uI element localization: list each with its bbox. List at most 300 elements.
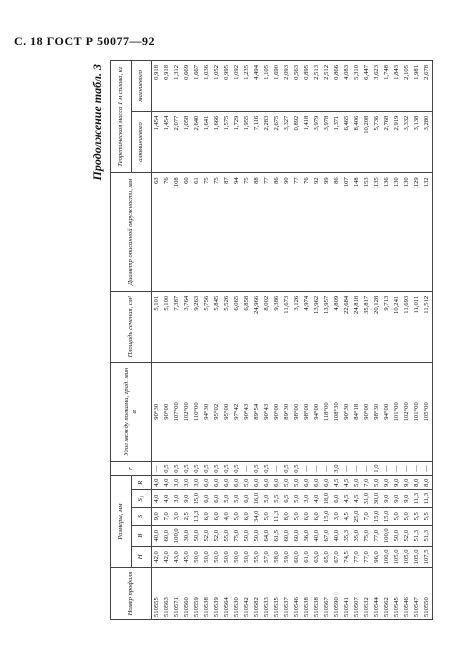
cell-H: 105,0 xyxy=(402,546,412,567)
cell-mass-mg: 6,447 xyxy=(362,61,372,112)
cell-B: 60,0 xyxy=(292,525,302,546)
cell-area: 35,817 xyxy=(362,291,372,362)
cell-profile-no: 510538 xyxy=(302,568,312,620)
cell-S1: 6,5 xyxy=(282,490,292,508)
cell-H: 58,0 xyxy=(272,546,282,567)
cell-r: 3,0 xyxy=(332,462,342,476)
cell-R: 5,0 xyxy=(372,476,382,490)
profiles-table xyxy=(110,60,433,620)
cell-S1: 4,0 xyxy=(312,490,322,508)
cell-r: 0,5 xyxy=(222,462,232,476)
cell-diameter: 130 xyxy=(402,173,412,292)
cell-area: 11,693 xyxy=(402,291,412,362)
table-row xyxy=(272,61,282,620)
cell-H: 42,0 xyxy=(162,546,172,567)
cell-area: 6,858 xyxy=(242,291,252,362)
cell-angle: 94°00 xyxy=(382,362,392,461)
cell-R: 3,0 xyxy=(192,476,202,490)
cell-area: 11,011 xyxy=(412,291,422,362)
cell-mass-al: 2,283 xyxy=(262,111,272,173)
cell-area: 4,809 xyxy=(332,291,342,362)
cell-R: 4,5 xyxy=(342,476,352,490)
continuation-title: Продолжение табл. 3 xyxy=(90,64,104,181)
cell-area: 4,974 xyxy=(302,291,312,362)
cell-mass-al: 1,418 xyxy=(302,111,312,173)
cell-diameter: 75 xyxy=(212,173,222,292)
cell-diameter: 86 xyxy=(272,173,282,292)
cell-r: 0,5 xyxy=(252,462,262,476)
cell-S1: 16,0 xyxy=(252,490,262,508)
cell-S: 5,0 xyxy=(402,507,412,525)
cell-mass-mg: 4,494 xyxy=(252,61,262,112)
cell-S1: 18,0 xyxy=(322,490,332,508)
cell-mass-al: 1,058 xyxy=(182,111,192,173)
cell-profile-no: 510559 xyxy=(192,568,202,620)
cell-angle: 94°00 xyxy=(312,362,322,461)
cell-diameter: 87 xyxy=(222,173,232,292)
cell-diameter: 132 xyxy=(422,173,433,292)
cell-angle: 89°30 xyxy=(282,362,292,461)
header-dimensions: Размеры, мм xyxy=(111,476,132,568)
cell-r: — xyxy=(342,462,352,476)
cell-mass-mg: 1,235 xyxy=(242,61,252,112)
cell-r: 0,5 xyxy=(262,462,272,476)
cell-S: 6,0 xyxy=(242,507,252,525)
table-row xyxy=(262,61,272,620)
cell-R: 3,0 xyxy=(172,476,182,490)
cell-S1: 15,0 xyxy=(192,490,202,508)
cell-R: 7,0 xyxy=(362,476,372,490)
cell-R: 9,0 xyxy=(382,476,392,490)
cell-S: 15,0 xyxy=(322,507,332,525)
cell-H: 50,0 xyxy=(202,546,212,567)
cell-B: 40,0 xyxy=(332,525,342,546)
cell-mass-mg: 5,310 xyxy=(352,61,362,112)
cell-area: 11,673 xyxy=(282,291,292,362)
cell-mass-al: 8,406 xyxy=(352,111,362,173)
cell-profile-no: 510541 xyxy=(342,568,352,620)
cell-mass-al: 3,138 xyxy=(412,111,422,173)
cell-S1: 5,0 xyxy=(222,490,232,508)
cell-mass-al: 2,077 xyxy=(172,111,182,173)
cell-R: 5,0 xyxy=(282,476,292,490)
cell-r: — xyxy=(392,462,402,476)
cell-angle: 94°30 xyxy=(202,362,212,461)
cell-angle: 102°00 xyxy=(182,362,192,461)
cell-diameter: 92 xyxy=(312,173,322,292)
cell-S1: 6,0 xyxy=(202,490,212,508)
cell-B: 36,0 xyxy=(302,525,312,546)
cell-area: 5,101 xyxy=(152,291,163,362)
cell-H: 74,5 xyxy=(342,546,352,567)
cell-S: 5,0 xyxy=(292,507,302,525)
cell-S1: 4,0 xyxy=(162,490,172,508)
header-angle xyxy=(111,362,152,461)
cell-mass-al: 1,955 xyxy=(242,111,252,173)
table-row xyxy=(402,61,412,620)
cell-r: 0,5 xyxy=(182,462,192,476)
cell-angle: 110°00 xyxy=(192,362,202,461)
cell-S1: 9,0 xyxy=(402,490,412,508)
cell-angle: 90°43 xyxy=(262,362,272,461)
cell-H: 57,0 xyxy=(262,546,272,567)
cell-mass-mg: 2,093 xyxy=(282,61,292,112)
cell-mass-mg: 1,052 xyxy=(212,61,222,112)
header-profile-no: Номер профиля xyxy=(111,568,152,620)
cell-angle: 95°00 xyxy=(222,362,232,461)
cell-B: 67,0 xyxy=(322,525,332,546)
cell-B: 50,0 xyxy=(392,525,402,546)
cell-S1: 6,0 xyxy=(242,490,252,508)
cell-angle: 90°00 xyxy=(362,362,372,461)
cell-r: 0,5 xyxy=(292,462,302,476)
cell-S1: 9,0 xyxy=(392,490,402,508)
header-H: H xyxy=(131,546,152,567)
cell-H: 61,0 xyxy=(302,546,312,567)
cell-mass-mg: 0,918 xyxy=(162,61,172,112)
cell-diameter: 75 xyxy=(202,173,212,292)
cell-mass-al: 1,641 xyxy=(202,111,212,173)
cell-area: 7,387 xyxy=(172,291,182,362)
cell-S1: 3,0 xyxy=(172,490,182,508)
cell-S: 6,0 xyxy=(212,507,222,525)
cell-R: 4,0 xyxy=(152,476,163,490)
cell-profile-no: 510539 xyxy=(212,568,222,620)
table-row xyxy=(372,61,382,620)
cell-S: 11,3 xyxy=(272,507,282,525)
cell-angle: 89°54 xyxy=(252,362,262,461)
cell-B: 75,0 xyxy=(362,525,372,546)
table-row xyxy=(312,61,322,620)
cell-angle: 108°30 xyxy=(332,362,342,461)
cell-S: 6,0 xyxy=(202,507,212,525)
cell-B: 40,0 xyxy=(312,525,322,546)
cell-S: 3,0 xyxy=(172,507,182,525)
cell-mass-mg: 0,918 xyxy=(152,61,163,112)
cell-diameter: 99 xyxy=(322,173,332,292)
cell-angle: 102°00 xyxy=(402,362,412,461)
cell-r: 0,5 xyxy=(202,462,212,476)
cell-R: 6,0 xyxy=(252,476,262,490)
header-S: S xyxy=(131,507,152,525)
cell-area: 3,126 xyxy=(292,291,302,362)
table-row xyxy=(382,61,392,620)
cell-R: 6,0 xyxy=(312,476,322,490)
cell-S: 9,0 xyxy=(152,507,163,525)
table-body xyxy=(152,61,433,620)
cell-r: — xyxy=(312,462,322,476)
table-row xyxy=(422,61,433,620)
cell-area: 9,263 xyxy=(192,291,202,362)
cell-mass-al: 6,465 xyxy=(342,111,352,173)
header-angle-symbol: α xyxy=(131,410,138,414)
cell-profile-no: 510546 xyxy=(292,568,302,620)
cell-angle: 90°00 xyxy=(272,362,282,461)
cell-R: 3,0 xyxy=(182,476,192,490)
cell-H: 96,0 xyxy=(372,546,382,567)
cell-angle: 107°00 xyxy=(172,362,182,461)
cell-mass-al: 3,332 xyxy=(402,111,412,173)
header-angle-label: Угол между полками, град. мин xyxy=(123,367,130,456)
cell-r: — xyxy=(152,462,163,476)
cell-profile-no: 510544 xyxy=(372,568,382,620)
cell-angle: 90°43 xyxy=(242,362,252,461)
cell-B: 35,0 xyxy=(352,525,362,546)
cell-profile-no: 510560 xyxy=(182,568,192,620)
cell-r: 1,0 xyxy=(372,462,382,476)
cell-profile-no: 510564 xyxy=(222,568,232,620)
cell-r: — xyxy=(302,462,312,476)
cell-diameter: 136 xyxy=(382,173,392,292)
cell-S: 6,0 xyxy=(312,507,322,525)
cell-profile-no: 510537 xyxy=(282,568,292,620)
table-row xyxy=(352,61,362,620)
cell-S1: 5,0 xyxy=(262,490,272,508)
cell-mass-mg: 0,866 xyxy=(332,61,342,112)
cell-mass-mg: 4,083 xyxy=(342,61,352,112)
cell-mass-al: 3,280 xyxy=(422,111,433,173)
cell-r: — xyxy=(402,462,412,476)
cell-mass-mg: 2,512 xyxy=(322,61,332,112)
cell-mass-al: 1,666 xyxy=(212,111,222,173)
table-row xyxy=(212,61,222,620)
cell-B: 52,0 xyxy=(212,525,222,546)
cell-mass-mg: 0,669 xyxy=(182,61,192,112)
cell-S: 5,0 xyxy=(392,507,402,525)
cell-profile-no: 510582 xyxy=(252,568,262,620)
cell-diameter: 107 xyxy=(342,173,352,292)
cell-r: — xyxy=(352,462,362,476)
cell-B: 30,0 xyxy=(182,525,192,546)
cell-profile-no: 510562 xyxy=(382,568,392,620)
cell-H: 60,0 xyxy=(292,546,302,567)
cell-r: 0,5 xyxy=(172,462,182,476)
cell-H: 105,0 xyxy=(412,546,422,567)
cell-S: 4,0 xyxy=(222,507,232,525)
cell-r: 0,5 xyxy=(162,462,172,476)
cell-mass-mg: 1,748 xyxy=(382,61,392,112)
cell-r: 0,5 xyxy=(212,462,222,476)
cell-profile-no: 510567 xyxy=(322,568,332,620)
cell-mass-mg: 2,513 xyxy=(312,61,322,112)
cell-angle: 98°00 xyxy=(302,362,312,461)
header-S1: S₁ xyxy=(131,490,152,508)
cell-S1: 30,0 xyxy=(372,490,382,508)
cell-B: 61,5 xyxy=(272,525,282,546)
cell-profile-no: 510546 xyxy=(402,568,412,620)
table-row xyxy=(332,61,342,620)
cell-r: — xyxy=(382,462,392,476)
cell-H: 50,0 xyxy=(232,546,242,567)
cell-B: 50,0 xyxy=(192,525,202,546)
cell-H: 65,0 xyxy=(322,546,332,567)
cell-H: 50,0 xyxy=(192,546,202,567)
cell-B: 52,0 xyxy=(202,525,212,546)
cell-angle: 84°18 xyxy=(352,362,362,461)
cell-angle: 98°30 xyxy=(372,362,382,461)
cell-R: 6,0 xyxy=(232,476,242,490)
cell-diameter: 108 xyxy=(172,173,182,292)
cell-diameter: 77 xyxy=(292,173,302,292)
cell-B: 77,0 xyxy=(372,525,382,546)
cell-mass-al: 10,208 xyxy=(362,111,372,173)
cell-mass-al: 1,575 xyxy=(222,111,232,173)
cell-B: 50,0 xyxy=(242,525,252,546)
cell-mass-al: 2,919 xyxy=(392,111,402,173)
cell-mass-al: 0,892 xyxy=(292,111,302,173)
cell-S: 13,3 xyxy=(192,507,202,525)
cell-B: 64,0 xyxy=(262,525,272,546)
cell-mass-al: 1,371 xyxy=(332,111,342,173)
cell-B: 55,0 xyxy=(222,525,232,546)
cell-profile-no: 510550 xyxy=(422,568,433,620)
cell-S: 34,0 xyxy=(252,507,262,525)
page-header: С. 18 ГОСТ Р 50077—92 xyxy=(14,34,155,48)
cell-mass-mg: 1,105 xyxy=(262,61,272,112)
cell-R: 6,0 xyxy=(272,476,282,490)
rotated-table-page xyxy=(90,60,450,620)
cell-S: 3,0 xyxy=(332,507,342,525)
cell-S1: 4,0 xyxy=(152,490,163,508)
cell-area: 11,512 xyxy=(422,291,433,362)
table-row xyxy=(232,61,242,620)
table-row xyxy=(222,61,232,620)
table-row xyxy=(202,61,212,620)
cell-diameter: 63 xyxy=(152,173,163,292)
cell-r: — xyxy=(412,462,422,476)
cell-mass-al: 1,454 xyxy=(162,111,172,173)
cell-S1: 6,0 xyxy=(212,490,222,508)
cell-S1: 4,5 xyxy=(342,490,352,508)
header-B: B xyxy=(131,525,152,546)
cell-B: 40,0 xyxy=(152,525,163,546)
cell-diameter: 76 xyxy=(162,173,172,292)
cell-profile-no: 510538 xyxy=(202,568,212,620)
cell-R: 4,5 xyxy=(332,476,342,490)
table-row xyxy=(192,61,202,620)
cell-B: 75,0 xyxy=(232,525,242,546)
cell-R: 5,0 xyxy=(352,476,362,490)
cell-area: 9,386 xyxy=(272,291,282,362)
table-row xyxy=(252,61,262,620)
cell-mass-mg: 1,667 xyxy=(192,61,202,112)
cell-S: 7,0 xyxy=(362,507,372,525)
cell-S1: 4,5 xyxy=(352,490,362,508)
cell-R: 6,0 xyxy=(262,476,272,490)
header-aluminum: алюминиевого xyxy=(131,111,152,173)
cell-area: 5,845 xyxy=(212,291,222,362)
cell-S1: 5,5 xyxy=(272,490,282,508)
cell-R: 6,0 xyxy=(202,476,212,490)
cell-B: 52,0 xyxy=(402,525,412,546)
table-row xyxy=(412,61,422,620)
cell-H: 50,0 xyxy=(242,546,252,567)
cell-profile-no: 510542 xyxy=(242,568,252,620)
cell-S: 15,0 xyxy=(382,507,392,525)
cell-angle: 101°00 xyxy=(412,362,422,461)
cell-mass-al: 3,327 xyxy=(282,111,292,173)
cell-mass-al: 3,978 xyxy=(322,111,332,173)
cell-angle: 105°00 xyxy=(422,362,433,461)
cell-diameter: 90 xyxy=(282,173,292,292)
cell-S: 5,5 xyxy=(422,507,433,525)
cell-area: 5,756 xyxy=(202,291,212,362)
cell-S: 15,0 xyxy=(372,507,382,525)
cell-mass-mg: 0,995 xyxy=(222,61,232,112)
cell-area: 3,764 xyxy=(182,291,192,362)
cell-diameter: 135 xyxy=(372,173,382,292)
table-row xyxy=(392,61,402,620)
table-row xyxy=(292,61,302,620)
cell-B: 51,3 xyxy=(422,525,433,546)
cell-diameter: 153 xyxy=(362,173,372,292)
cell-profile-no: 510555 xyxy=(152,568,163,620)
cell-S1: 9,0 xyxy=(382,490,392,508)
cell-H: 63,0 xyxy=(312,546,322,567)
cell-H: 100,0 xyxy=(382,546,392,567)
cell-mass-mg: 0,895 xyxy=(302,61,312,112)
cell-area: 5,100 xyxy=(162,291,172,362)
cell-profile-no: 510533 xyxy=(262,568,272,620)
cell-mass-mg: 1,690 xyxy=(272,61,282,112)
cell-r: — xyxy=(362,462,372,476)
cell-S1: 9,0 xyxy=(182,490,192,508)
table-row xyxy=(162,61,172,620)
cell-R: 6,0 xyxy=(302,476,312,490)
cell-S1: 5,0 xyxy=(292,490,302,508)
cell-area: 24,966 xyxy=(252,291,262,362)
cell-mass-al: 2,675 xyxy=(272,111,282,173)
header-area: Площадь сечения, см² xyxy=(111,291,152,362)
cell-mass-al: 2,768 xyxy=(382,111,392,173)
cell-diameter: 129 xyxy=(412,173,422,292)
cell-H: 45,0 xyxy=(182,546,192,567)
cell-mass-mg: 2,678 xyxy=(422,61,433,112)
cell-mass-mg: 1,981 xyxy=(412,61,422,112)
table-row xyxy=(172,61,182,620)
cell-angle: 90°30 xyxy=(152,362,163,461)
cell-area: 20,128 xyxy=(372,291,382,362)
cell-mass-mg: 1,312 xyxy=(172,61,182,112)
cell-area: 8,002 xyxy=(262,291,272,362)
cell-r: — xyxy=(272,462,282,476)
cell-H: 59,0 xyxy=(282,546,292,567)
cell-r: — xyxy=(322,462,332,476)
cell-diameter: 148 xyxy=(352,173,362,292)
cell-mass-al: 3,979 xyxy=(312,111,322,173)
header-magnesium: магниевого xyxy=(131,61,152,112)
cell-angle: 118°00 xyxy=(322,362,332,461)
cell-S: 7,0 xyxy=(162,507,172,525)
cell-R: 6,0 xyxy=(222,476,232,490)
cell-S1: 3,0 xyxy=(302,490,312,508)
cell-diameter: 130 xyxy=(392,173,402,292)
cell-H: 67,0 xyxy=(332,546,342,567)
cell-B: 60,0 xyxy=(162,525,172,546)
cell-profile-no: 510545 xyxy=(392,568,402,620)
cell-B: 60,0 xyxy=(282,525,292,546)
table-row xyxy=(342,61,352,620)
cell-area: 22,684 xyxy=(342,291,352,362)
cell-angle: 101°00 xyxy=(392,362,402,461)
cell-H: 50,0 xyxy=(212,546,222,567)
cell-r: 0,5 xyxy=(282,462,292,476)
cell-area: 24,818 xyxy=(352,291,362,362)
cell-angle: 97°42 xyxy=(232,362,242,461)
cell-R: 9,0 xyxy=(402,476,412,490)
cell-r: — xyxy=(242,462,252,476)
table-row xyxy=(302,61,312,620)
